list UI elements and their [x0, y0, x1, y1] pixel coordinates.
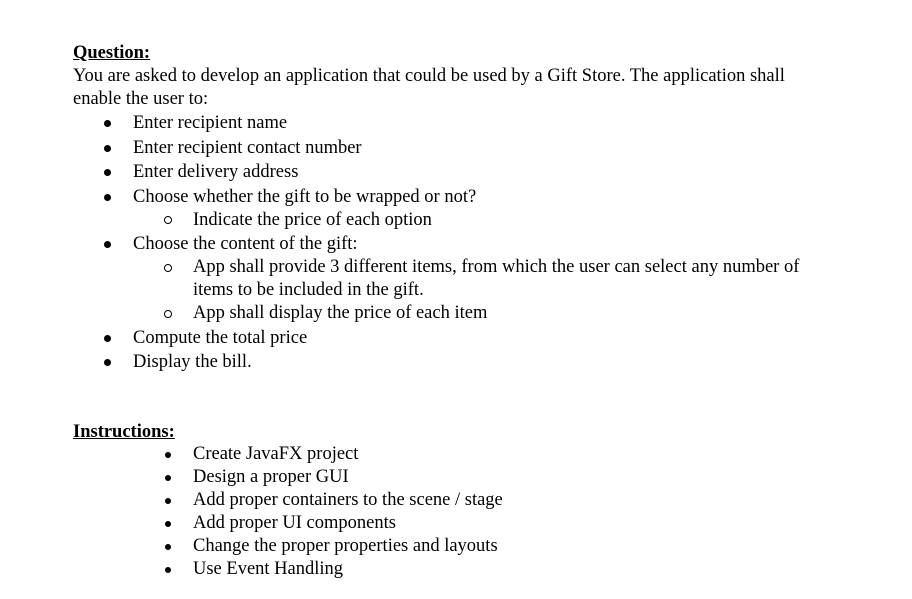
question-intro-line-1: You are asked to develop an application that could be used by a Gift Store. The application shall [73, 66, 785, 86]
question-item-total-price: Compute the total price [133, 328, 308, 348]
bullet-icon [165, 498, 171, 504]
content-subitem-items-line-2: items to be included in the gift. [193, 280, 424, 300]
bullet-icon [104, 120, 111, 127]
bullet-icon [104, 145, 111, 152]
question-item-wrapping: Choose whether the gift to be wrapped or not? [133, 187, 477, 207]
bullet-icon [165, 475, 171, 481]
question-item-display-bill: Display the bill. [133, 352, 252, 372]
question-item-gift-content: Choose the content of the gift: [133, 234, 358, 254]
content-subitem-price-display: App shall display the price of each item [193, 303, 488, 323]
instruction-item-properties-layouts: Change the proper properties and layouts [193, 536, 498, 556]
circle-bullet-icon [164, 216, 172, 224]
wrap-subitem-price: Indicate the price of each option [193, 210, 432, 230]
bullet-icon [165, 521, 171, 527]
bullet-icon [165, 544, 171, 550]
bullet-icon [104, 335, 111, 342]
bullet-icon [104, 194, 111, 201]
question-intro-line-2: enable the user to: [73, 89, 209, 109]
instructions-heading: Instructions: [73, 422, 175, 442]
instruction-item-containers: Add proper containers to the scene / stage [193, 490, 503, 510]
question-item-delivery-address: Enter delivery address [133, 162, 299, 182]
question-item-contact-number: Enter recipient contact number [133, 138, 362, 158]
instruction-item-event-handling: Use Event Handling [193, 559, 344, 579]
instruction-item-ui-components: Add proper UI components [193, 513, 396, 533]
bullet-icon [165, 452, 171, 458]
bullet-icon [104, 169, 111, 176]
content-subitem-items-line-1: App shall provide 3 different items, from which the user can select any number of [193, 257, 800, 277]
circle-bullet-icon [164, 310, 172, 318]
instruction-item-design-gui: Design a proper GUI [193, 467, 349, 487]
question-item-recipient-name: Enter recipient name [133, 113, 288, 133]
bullet-icon [104, 359, 111, 366]
bullet-icon [165, 567, 171, 573]
bullet-icon [104, 241, 111, 248]
circle-bullet-icon [164, 264, 172, 272]
question-heading: Question: [73, 43, 151, 63]
instruction-item-create-project: Create JavaFX project [193, 444, 359, 464]
